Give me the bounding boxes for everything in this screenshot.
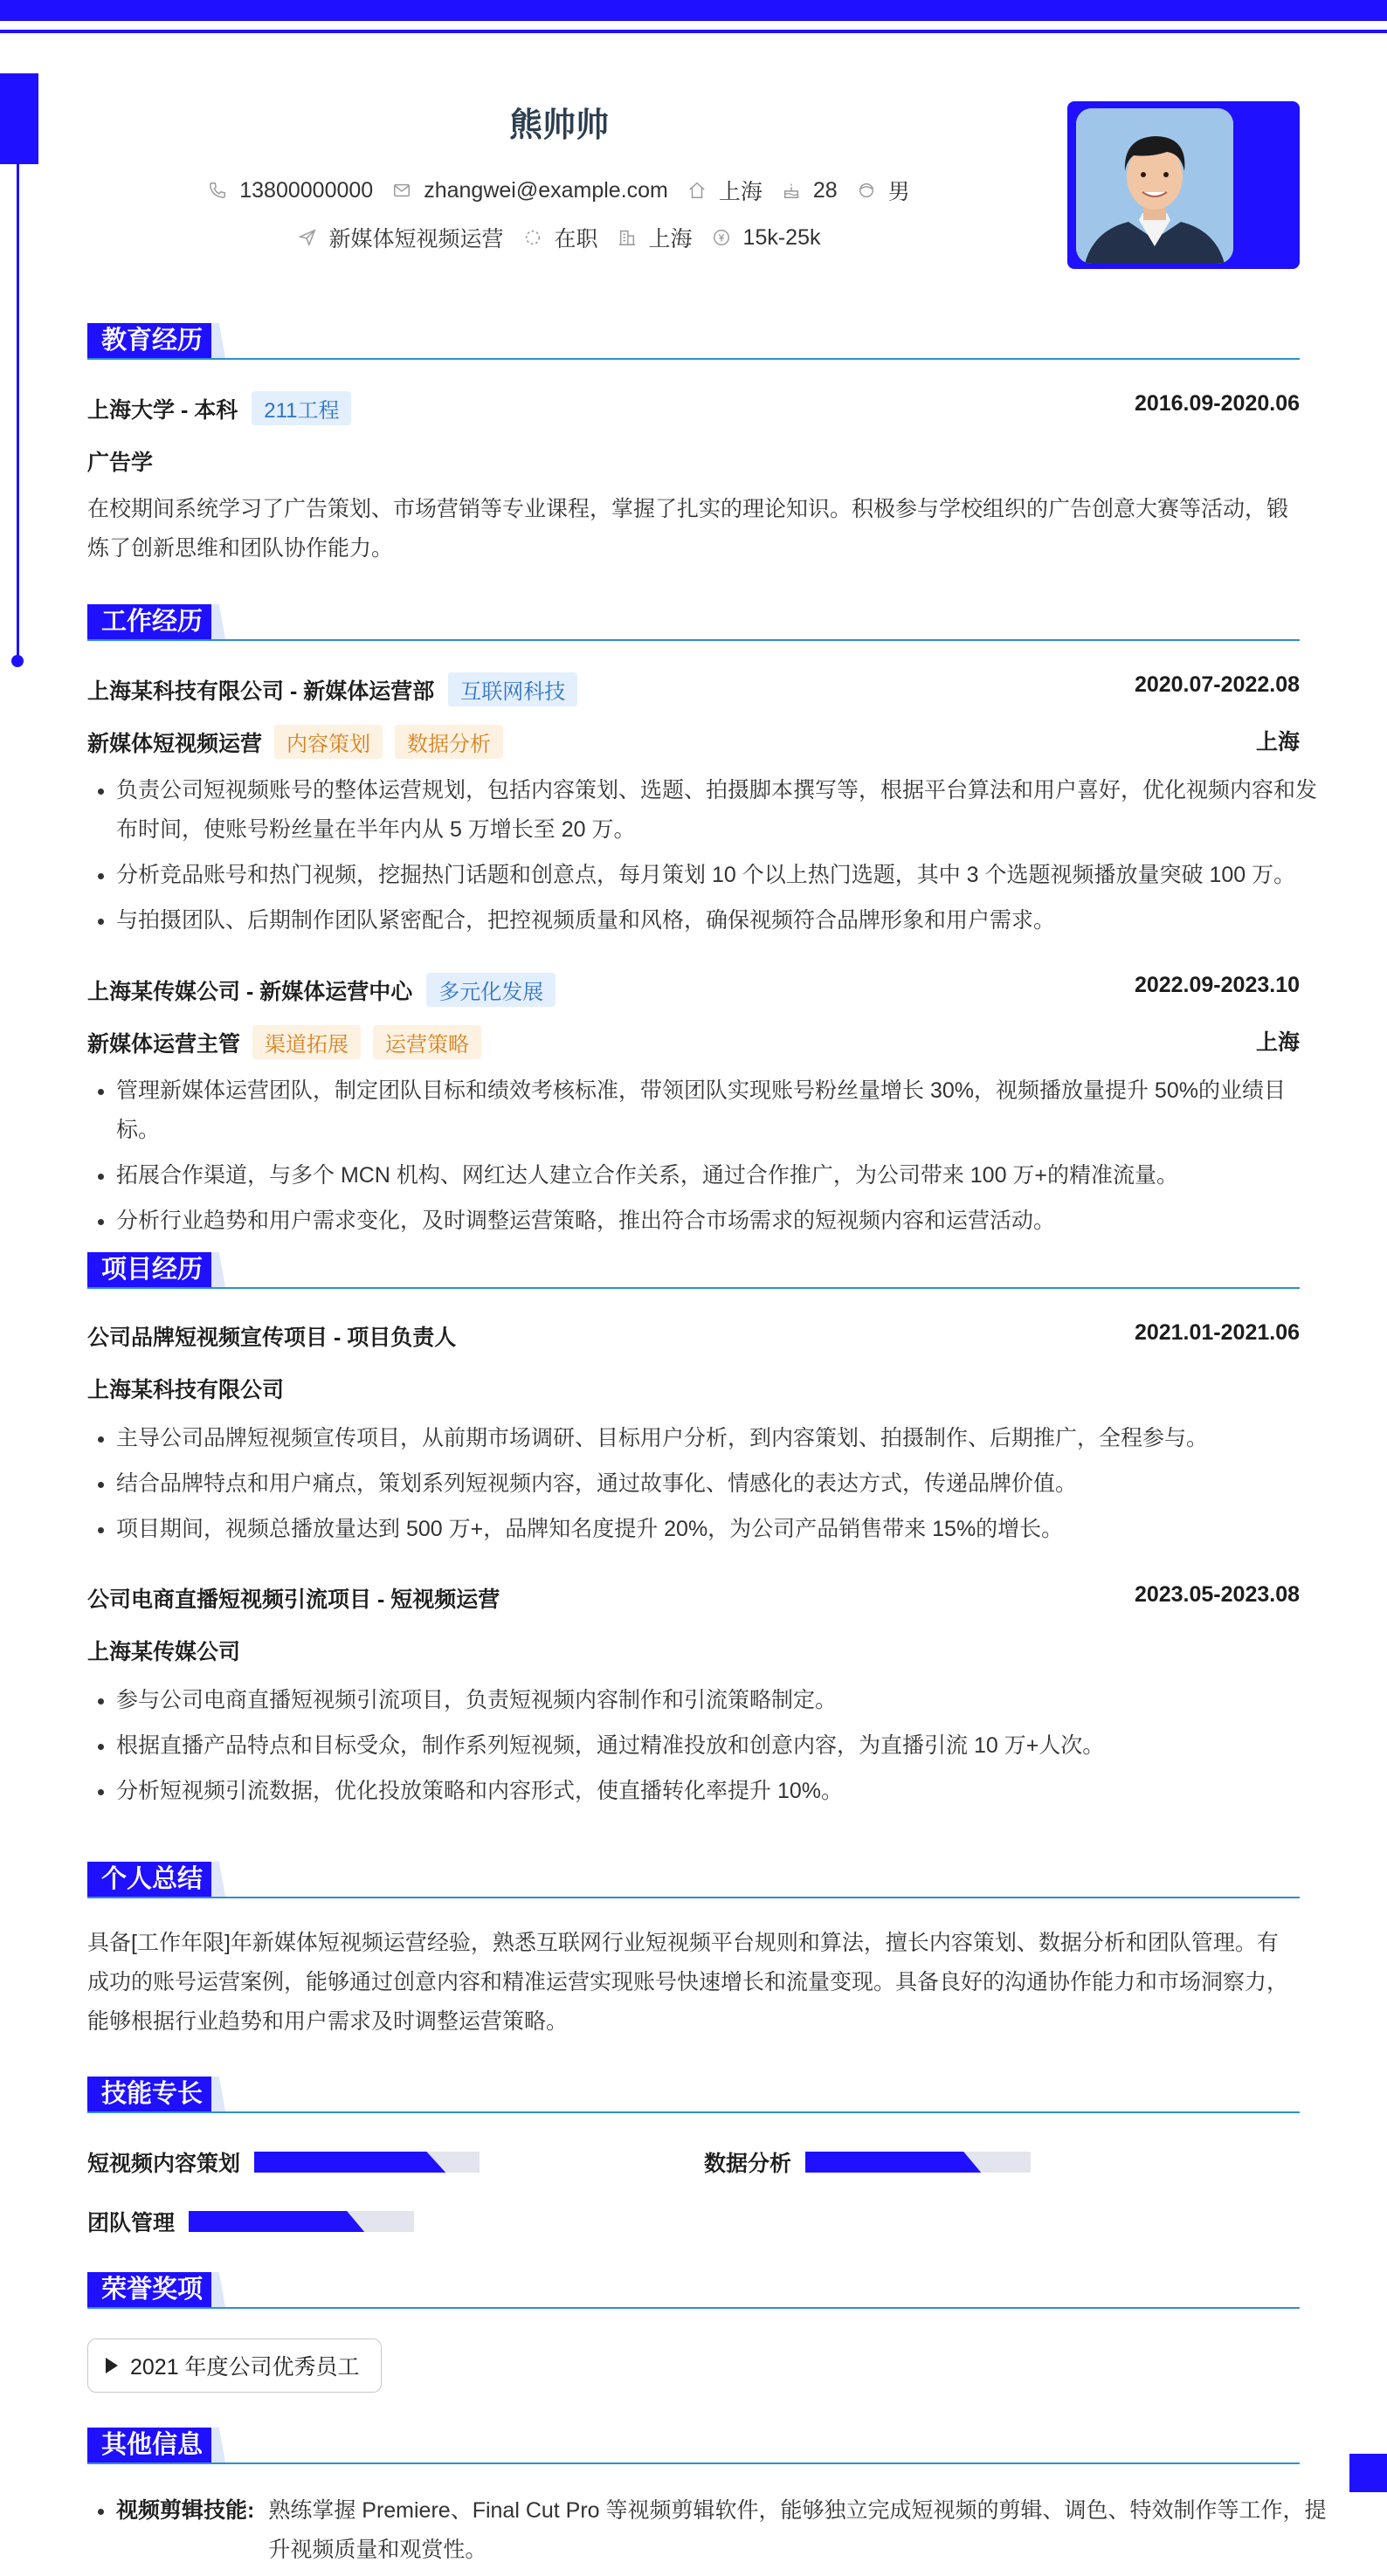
project-title: 公司电商直播短视频引流项目 - 短视频运营 xyxy=(87,1588,500,1612)
education-description: 在校期间系统学习了广告策划、市场营销等专业课程，掌握了扎实的理论知识。积极参与学校组织的广告创意大赛等活动，锻炼了创新思维和团队协作能力。 xyxy=(87,497,1289,561)
skills-section-title: 技能专长 xyxy=(87,2077,217,2111)
city-item xyxy=(687,175,763,206)
section-divider xyxy=(87,639,1300,641)
left-accent-dot xyxy=(11,655,24,667)
age-item xyxy=(782,178,838,203)
summary-section-header xyxy=(87,1855,1300,1898)
work-entry-2-role xyxy=(87,1025,1300,1059)
skill-tag: 渠道拓展 xyxy=(252,1025,361,1059)
skill-name: 数据分析 xyxy=(704,2152,792,2176)
skill-tag: 运营策略 xyxy=(373,1025,481,1059)
job-intent-row xyxy=(175,222,943,253)
right-accent-block xyxy=(1349,2454,1387,2492)
skill-bar-fill xyxy=(254,2152,445,2173)
skill-name: 短视频内容策划 xyxy=(87,2152,241,2176)
section-title-slant xyxy=(211,1862,225,1897)
honor-text: 2021 年度公司优秀员工 xyxy=(130,2355,360,2380)
skill-tag: 数据分析 xyxy=(395,725,503,759)
section-divider xyxy=(87,2307,1300,2309)
target-job-item xyxy=(298,222,504,253)
top-accent-line xyxy=(0,30,1387,33)
left-accent-line xyxy=(17,164,19,658)
project-1-header xyxy=(87,1320,1300,1352)
work-entry-1-header xyxy=(87,672,1300,706)
education-date: 2016.09-2020.06 xyxy=(1134,391,1300,416)
list-item: • 结合品牌特点和用户痛点，策划系列短视频内容，通过故事化、情感化的表达方式，传递品牌价值。 xyxy=(116,1464,1328,1504)
skill-bar xyxy=(254,2152,480,2173)
age-text: 28 xyxy=(812,177,838,203)
phone-item xyxy=(208,178,373,203)
section-title-slant xyxy=(211,604,225,639)
status-item xyxy=(523,222,598,253)
list-item: • 分析竞品账号和热门视频，挖掘热门话题和创意点，每月策划 10 个以上热门选题，其中 3 个选题视频播放量突破 100 万。 xyxy=(116,856,1328,895)
industry-tag: 多元化发展 xyxy=(426,973,555,1007)
list-item: • 项目期间，视频总播放量达到 500 万+，品牌知名度提升 20%，为公司产品销售带来 15%的增长。 xyxy=(116,1510,1328,1549)
major: 广告学 xyxy=(87,451,154,475)
skill-tag: 内容策划 xyxy=(274,725,383,759)
section-title-slant xyxy=(211,1252,225,1287)
work-city: 上海 xyxy=(1255,730,1300,754)
work-date: 2020.07-2022.08 xyxy=(1134,672,1300,697)
list-item: • 主导公司品牌短视频宣传项目，从前期市场调研、目标用户分析，到内容策划、拍摄制作、后期推广，全程参与。 xyxy=(116,1419,1328,1458)
skill-bar xyxy=(189,2211,414,2232)
list-item: • 管理新媒体运营团队，制定团队目标和绩效考核标准，带领团队实现账号粉丝量增长 30%，视频播放量提升 50%的业绩目标。 xyxy=(116,1071,1328,1150)
project-2-header xyxy=(87,1582,1300,1614)
work-section-title: 工作经历 xyxy=(87,604,217,639)
school-tag: 211工程 xyxy=(252,391,351,425)
project-1-company: 上海某科技有限公司 xyxy=(87,1378,285,1402)
list-item: • 分析短视频引流数据，优化投放策略和内容形式，使直播转化率提升 10%。 xyxy=(116,1772,1328,1811)
industry-tag: 互联网科技 xyxy=(448,672,577,706)
play-icon xyxy=(106,2358,118,2373)
list-item xyxy=(116,2491,1328,2570)
education-entry xyxy=(87,391,1300,425)
skill-item xyxy=(87,2206,414,2237)
phone-icon xyxy=(208,181,227,200)
candidate-name: 熊帅帅 xyxy=(508,107,609,144)
target-city-item xyxy=(618,222,693,253)
home-icon xyxy=(687,181,707,200)
email-icon xyxy=(392,181,411,200)
honors-section-title: 荣誉奖项 xyxy=(87,2272,217,2307)
city-text: 上海 xyxy=(718,180,763,204)
project-1-bullets xyxy=(87,1419,1328,1555)
work-section-header xyxy=(87,597,1300,641)
other-info-list xyxy=(87,2491,1328,2576)
send-icon xyxy=(298,228,317,247)
salary-text: 15k-25k xyxy=(742,224,821,250)
money-icon xyxy=(712,228,731,247)
school-name: 上海大学 - 本科 xyxy=(87,398,238,423)
honors-section-header xyxy=(87,2265,1300,2309)
section-title-slant xyxy=(211,2077,225,2111)
work-entry-2-bullets xyxy=(87,1071,1328,1247)
skill-item xyxy=(87,2146,480,2178)
job-title: 新媒体运营主管 xyxy=(87,1032,241,1057)
section-divider xyxy=(87,2111,1300,2113)
project-2-company: 上海某传媒公司 xyxy=(87,1640,241,1664)
section-divider xyxy=(87,1897,1300,1898)
cake-icon xyxy=(782,181,801,200)
avatar-portrait-icon xyxy=(1076,108,1233,264)
project-date: 2023.05-2023.08 xyxy=(1134,1582,1300,1607)
job-title: 新媒体短视频运营 xyxy=(87,732,263,756)
skill-item xyxy=(704,2146,1031,2178)
projects-section-title: 项目经历 xyxy=(87,1252,217,1287)
other-section-title: 其他信息 xyxy=(87,2428,217,2462)
list-item: • 负责公司短视频账号的整体运营规划，包括内容策划、选题、拍摄脚本撰写等，根据平台算法和用户喜好，优化视频内容和发布时间，使账号粉丝量在半年内从 5 万增长至 20 万。 xyxy=(116,771,1328,850)
building-icon xyxy=(618,228,637,247)
project-2-bullets xyxy=(87,1681,1328,1817)
gender-item xyxy=(857,175,910,206)
work-entry-1-role xyxy=(87,725,1300,759)
company-name: 上海某传媒公司 - 新媒体运营中心 xyxy=(87,980,413,1004)
section-divider xyxy=(87,358,1300,360)
work-entry-1-bullets xyxy=(87,771,1328,947)
skills-section-header xyxy=(87,2070,1300,2113)
project-title: 公司品牌短视频宣传项目 - 项目负责人 xyxy=(87,1326,457,1350)
section-title-slant xyxy=(211,2272,225,2307)
list-item: • 参与公司电商直播短视频引流项目，负责短视频内容制作和引流策略制定。 xyxy=(116,1681,1328,1720)
salary-item xyxy=(712,225,821,251)
target-city-text: 上海 xyxy=(648,227,693,251)
project-date: 2021.01-2021.06 xyxy=(1134,1320,1300,1345)
person-icon xyxy=(857,181,876,200)
phone-text: 13800000000 xyxy=(239,177,374,203)
status-text: 在职 xyxy=(554,227,598,251)
section-title-slant xyxy=(211,323,225,358)
list-item: • 与拍摄团队、后期制作团队紧密配合，把控视频质量和风格，确保视频符合品牌形象和用户需求。 xyxy=(116,901,1328,940)
email-item xyxy=(392,178,668,203)
company-name: 上海某科技有限公司 - 新媒体运营部 xyxy=(87,679,435,704)
skill-name: 团队管理 xyxy=(87,2211,176,2235)
other-info-text: 熟练掌握 Premiere、Final Cut Pro 等视频剪辑软件，能够独立完成短视频的剪辑、调色、特效制作等工作，提升视频质量和观赏性。 xyxy=(268,2498,1327,2562)
contact-row xyxy=(175,175,943,206)
skill-bar xyxy=(805,2152,1031,2173)
other-info-label: • 视频剪辑技能: xyxy=(116,2498,255,2523)
work-entry-2-header xyxy=(87,973,1300,1007)
other-section-header xyxy=(87,2421,1300,2464)
list-item: • 分析行业趋势和用户需求变化，及时调整运营策略，推出符合市场需求的短视频内容和运营活动。 xyxy=(116,1202,1328,1241)
work-date: 2022.09-2023.10 xyxy=(1134,973,1300,997)
summary-section-title: 个人总结 xyxy=(87,1862,217,1897)
projects-section-header xyxy=(87,1245,1300,1289)
gender-text: 男 xyxy=(887,180,910,204)
education-section-header xyxy=(87,316,1300,360)
list-item: • 根据直播产品特点和目标受众，制作系列短视频，通过精准投放和创意内容，为直播引流 10 万+人次。 xyxy=(116,1726,1328,1766)
list-item: • 拓展合作渠道，与多个 MCN 机构、网红达人建立合作关系，通过合作推广，为公司带来 100 万+的精准流量。 xyxy=(116,1156,1328,1195)
top-accent-bar xyxy=(0,0,1387,21)
left-accent-block xyxy=(0,73,38,164)
email-text: zhangwei@example.com xyxy=(424,177,668,203)
skill-bar-fill xyxy=(805,2152,981,2173)
section-divider xyxy=(87,1287,1300,1289)
target-job-text: 新媒体短视频运营 xyxy=(328,227,504,251)
section-title-slant xyxy=(211,2428,225,2462)
section-divider xyxy=(87,2462,1300,2464)
work-city: 上海 xyxy=(1255,1030,1300,1055)
education-section-title: 教育经历 xyxy=(87,323,217,358)
profile-photo xyxy=(1076,108,1233,264)
loading-icon xyxy=(523,228,542,247)
summary-text: 具备[工作年限]年新媒体短视频运营经验，熟悉互联网行业短视频平台规则和算法，擅长内容策划、数据分析和团队管理。有成功的账号运营案例，能够通过创意内容和精准运营实现账号快速增长和流量变现。具备良好的沟通协作能力和市场洞察力，能够根据行业趋势和用户需求及时调整运营策略。 xyxy=(87,1931,1289,2034)
honor-item[interactable] xyxy=(87,2338,382,2393)
skill-bar-fill xyxy=(189,2211,364,2232)
